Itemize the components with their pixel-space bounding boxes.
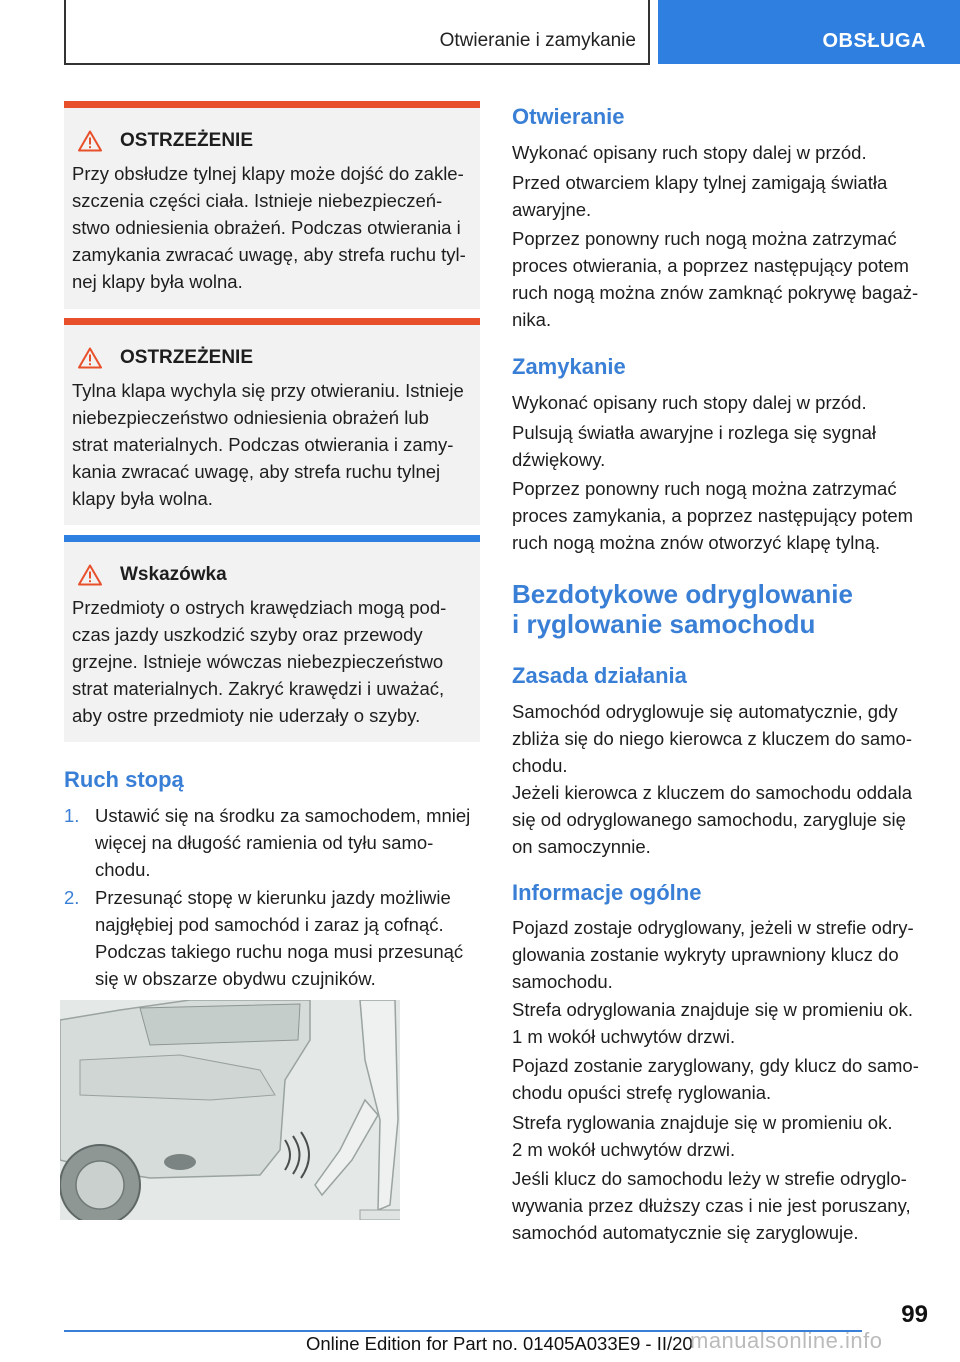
paragraph: Wykonać opisany ruch stopy dalej w przód. [512,392,867,413]
note-title: Wskazówka [120,564,227,585]
edition-note: Online Edition for Part no. 01405A033E9 - II/20 [306,1333,693,1354]
header-rule-left [64,0,66,64]
paragraph: Wykonać opisany ruch stopy dalej w przód. [512,142,867,163]
foot-motion-illustration [60,1000,400,1220]
warning-box-pinching [64,101,480,309]
paragraph: Jeżeli kierowca z kluczem do samochodu oddala się od odryglowanego samochodu, zarygluje się on samoczynnie. [512,782,913,857]
warning-text: Przy obsłudze tylnej klapy może dojść do zakle- szczenia części ciała. Istnieje niebezpieczeń- stwo odniesienia obrażeń. Podczas otwierania i zamykania zwracać uwagę, aby strefa ruchu tyl- nej klapy była wolna. [72,163,466,292]
paragraph: Poprzez ponowny ruch nogą można zatrzymać proces zamykania, a poprzez następujący potem ruch nogą można znów otworzyć klapę tylną. [512,478,914,553]
heading-closing: Zamykanie [512,354,626,379]
section-title: Otwieranie i zamykanie [439,30,636,51]
paragraph: Pojazd zostaje odryglowany, jeżeli w strefie odry- glowania zostanie wykryty uprawniony klucz do samochodu. [512,917,914,992]
paragraph: Jeśli klucz do samochodu leży w strefie odryglo- wywania przez dłuższy czas i nie jest poruszany, samochód automatycznie się zaryglowuje. [512,1168,911,1243]
warning-title: OSTRZEŻENIE [120,130,254,151]
warning-triangle-icon [78,564,102,586]
list-number: 2. [64,887,80,908]
paragraph: Pulsują światła awaryjne i rozlega się sygnał dźwiękowy. [512,422,877,470]
list-item [64,884,484,994]
list-number: 1. [64,805,80,826]
warning-box-tailgate-swing [64,318,480,525]
paragraph: Strefa ryglowania znajduje się w promieniu ok. 2 m wokół uchwytów drzwi. [512,1112,893,1160]
paragraph: Przed otwarciem klapy tylnej zamigają światła awaryjne. [512,172,888,220]
warning-text: Tylna klapa wychyla się przy otwieraniu. Istnieje niebezpieczeństwo odniesienia obrażeń lub strat materialnych. Podczas otwierania i zamy- kania zwracać uwagę, aby strefa ruchu tylnej klapy była wolna. [72,380,464,509]
warning-title: OSTRZEŻENIE [120,347,254,368]
chapter-tab[interactable] [658,0,960,64]
note-box [64,535,480,742]
list-item [64,802,484,884]
paragraph: Pojazd zostanie zaryglowany, gdy klucz do samo- chodu opuści strefę ryglowania. [512,1055,919,1103]
watermark: manualsonline.info [690,1328,883,1353]
warning-triangle-icon [78,130,102,152]
paragraph: Samochód odryglowuje się automatycznie, gdy zbliża się do niego kierowca z kluczem do samo- chodu. [512,701,912,776]
chapter-tab-label: OBSŁUGA [822,30,926,52]
heading-keyless: Bezdotykowe odryglowanie i ryglowanie samochodu [512,579,853,639]
list-text: Przesunąć stopę w kierunku jazdy możliwie najgłębiej pod samochód i zaraz ją cofnąć. Podczas takiego ruchu noga musi przesunąć się w obszarze obydwu czujników. [95,887,464,989]
heading-opening: Otwieranie [512,104,625,129]
heading-principle: Zasada działania [512,663,687,688]
header-rule-right [648,0,650,64]
list-text: Ustawić się na środku za samochodem, mniej więcej na długość ramienia od tyłu samo- chodu. [95,805,471,880]
warning-triangle-icon [78,347,102,369]
heading-general: Informacje ogólne [512,880,702,905]
paragraph: Poprzez ponowny ruch nogą można zatrzymać proces otwierania, a poprzez następujący potem ruch nogą można znów zamknąć pokrywę bagaż- nika. [512,228,919,330]
note-text: Przedmioty o ostrych krawędziach mogą pod- czas jazdy uszkodzić szyby oraz przewody grzejne. Istnieje wówczas niebezpieczeństwo strat materialnych. Zakryć krawędzi i uważać, aby ostre przedmioty nie uderzały o szyby. [72,597,447,726]
heading-foot-motion: Ruch stopą [64,767,184,792]
header-rule-bottom [64,63,650,65]
page-number: 99 [901,1301,928,1328]
paragraph: Strefa odryglowania znajduje się w promieniu ok. 1 m wokół uchwytów drzwi. [512,999,914,1047]
